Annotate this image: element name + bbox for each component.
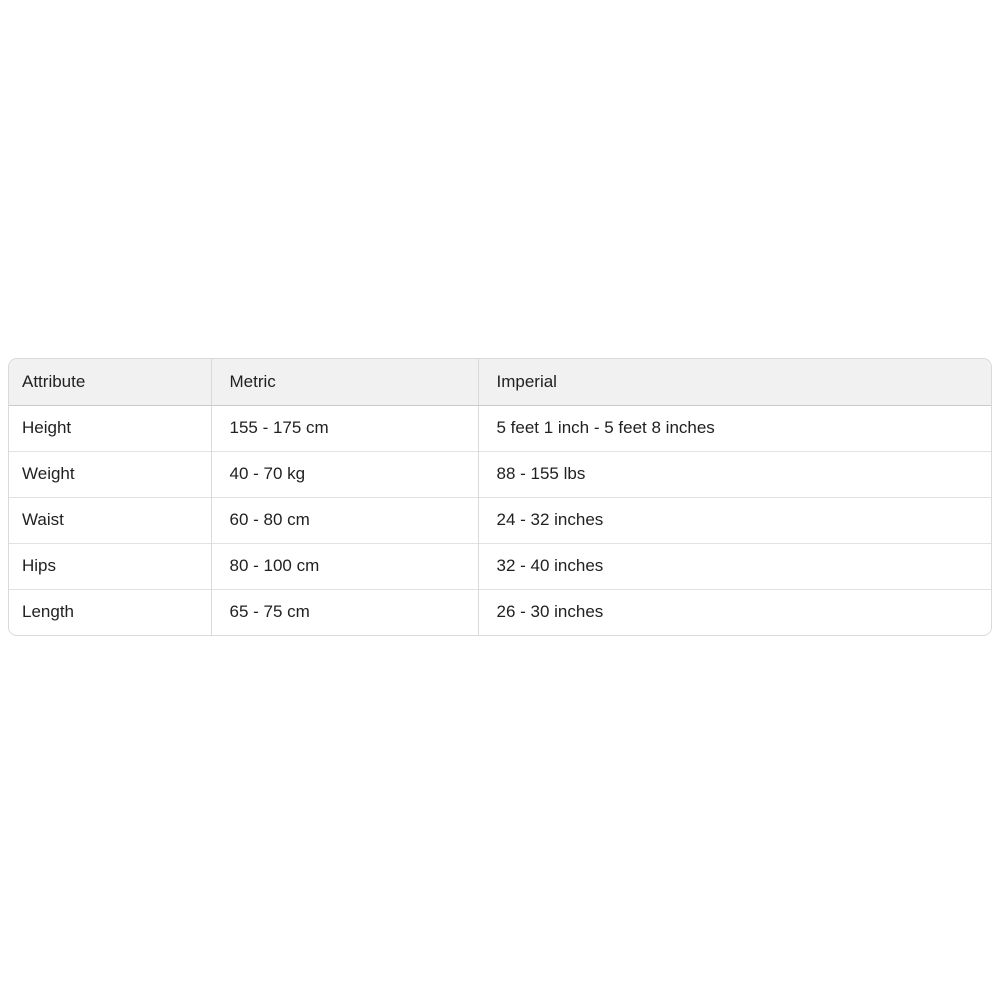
cell-metric: 40 - 70 kg bbox=[211, 451, 478, 497]
cell-attribute: Hips bbox=[9, 543, 211, 589]
cell-imperial: 26 - 30 inches bbox=[478, 589, 991, 635]
table-row bbox=[9, 543, 991, 589]
cell-attribute: Height bbox=[9, 405, 211, 451]
size-chart-table bbox=[9, 359, 991, 635]
cell-imperial: 88 - 155 lbs bbox=[478, 451, 991, 497]
cell-metric: 65 - 75 cm bbox=[211, 589, 478, 635]
cell-imperial: 32 - 40 inches bbox=[478, 543, 991, 589]
column-header-imperial: Imperial bbox=[478, 359, 991, 405]
cell-imperial: 5 feet 1 inch - 5 feet 8 inches bbox=[478, 405, 991, 451]
cell-attribute: Waist bbox=[9, 497, 211, 543]
cell-metric: 155 - 175 cm bbox=[211, 405, 478, 451]
column-header-attribute: Attribute bbox=[9, 359, 211, 405]
table-row bbox=[9, 497, 991, 543]
table-header-row bbox=[9, 359, 991, 405]
cell-metric: 60 - 80 cm bbox=[211, 497, 478, 543]
size-chart-table-container bbox=[8, 358, 992, 636]
cell-attribute: Length bbox=[9, 589, 211, 635]
column-header-metric: Metric bbox=[211, 359, 478, 405]
cell-attribute: Weight bbox=[9, 451, 211, 497]
table-row bbox=[9, 451, 991, 497]
table-row bbox=[9, 405, 991, 451]
cell-metric: 80 - 100 cm bbox=[211, 543, 478, 589]
cell-imperial: 24 - 32 inches bbox=[478, 497, 991, 543]
table-row bbox=[9, 589, 991, 635]
